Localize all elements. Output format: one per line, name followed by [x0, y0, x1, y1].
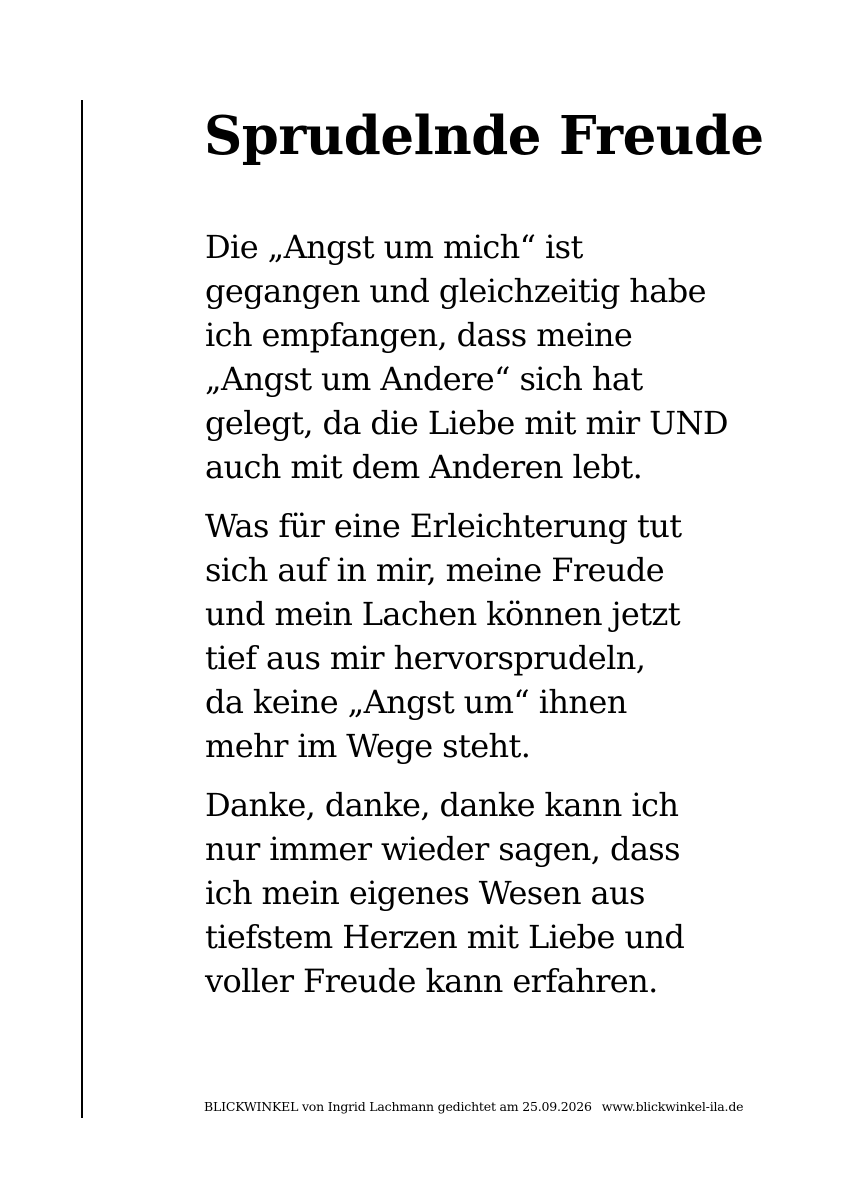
poem-line: gelegt, da die Liebe mit mir UND: [205, 404, 728, 442]
poem-title: Sprudelnde Freude: [204, 105, 764, 167]
footer-credit: BLICKWINKEL von Ingrid Lachmann gedichtet am 25.09.2026: [204, 1099, 592, 1114]
poem-line: sich auf in mir, meine Freude: [205, 551, 665, 589]
poem-line: nur immer wieder sagen, dass: [205, 830, 680, 868]
poem-line: ich empfangen, dass meine: [205, 316, 633, 354]
poem-line: auch mit dem Anderen lebt.: [205, 448, 643, 486]
poem-line: voller Freude kann erfahren.: [205, 962, 658, 1000]
poem-line: mehr im Wege steht.: [205, 727, 531, 765]
vertical-margin-rule: [81, 100, 83, 1118]
stanza-1: [205, 225, 805, 489]
poem-line: tief aus mir hervorsprudeln,: [205, 639, 646, 677]
poem-body: [205, 225, 805, 1018]
stanza-3: [205, 783, 805, 1003]
poem-line: gegangen und gleichzeitig habe: [205, 272, 706, 310]
footer: [204, 1099, 743, 1115]
stanza-2: [205, 504, 805, 768]
poem-line: und mein Lachen können jetzt: [205, 595, 680, 633]
poem-line: Die „Angst um mich“ ist: [205, 228, 583, 266]
poem-line: ich mein eigenes Wesen aus: [205, 874, 645, 912]
poem-line: „Angst um Andere“ sich hat: [205, 360, 643, 398]
poem-line: tiefstem Herzen mit Liebe und: [205, 918, 685, 956]
poem-line: Was für eine Erleichterung tut: [205, 507, 682, 545]
footer-url: www.blickwinkel-ila.de: [601, 1099, 744, 1114]
poem-line: Danke, danke, danke kann ich: [205, 786, 679, 824]
poem-line: da keine „Angst um“ ihnen: [205, 683, 627, 721]
